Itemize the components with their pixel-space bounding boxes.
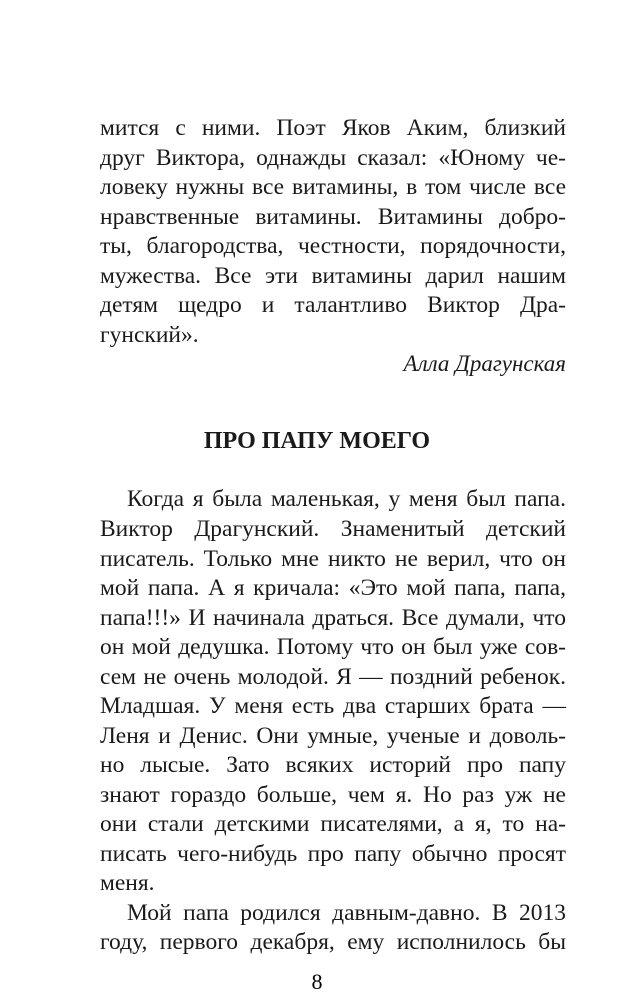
chapter-line-8: Младшая. У меня есть два старших брата — <box>100 693 566 719</box>
chapter-line-2: Виктор Драгунский. Знаменитый детский <box>100 516 566 542</box>
chapter-line-14: меня. <box>100 870 155 896</box>
intro-line-4: нравственные витамины. Витамины добро- <box>100 204 566 230</box>
chapter-line-3: писатель. Только мне никто не верил, что он <box>100 546 566 572</box>
signature: Алла Драгунская <box>403 351 566 376</box>
intro-line-7: детям щедро и талантливо Виктор Дра- <box>100 292 566 318</box>
intro-line-2: друг Виктора, однажды сказал: «Юному че- <box>100 145 566 171</box>
chapter-title: ПРО ПАПУ МОЕГО <box>203 428 431 454</box>
chapter-line-9: Леня и Денис. Они умные, ученые и доволь- <box>100 723 566 749</box>
chapter-line-5: папа!!!» И начинала драться. Все думали, что <box>100 605 566 631</box>
chapter-line-12: они стали детскими писателями, а я, то на- <box>100 811 566 837</box>
intro-line-6: мужества. Все эти витамины дарил нашим <box>100 263 566 289</box>
chapter-line-7: сем не очень молодой. Я — поздний ребенок. <box>100 664 566 690</box>
intro-line-1: мится с ними. Поэт Яков Аким, близкий <box>100 115 566 141</box>
chapter-line-13: писать чего-нибудь про папу обычно просят <box>100 841 566 867</box>
intro-line-8: гунский». <box>100 322 199 348</box>
chapter-line-10: но лысые. Зато всяких историй про папу <box>100 752 566 778</box>
chapter-line-15: Мой папа родился давным-давно. В 2013 <box>127 900 566 926</box>
intro-line-5: ты, благородства, честности, порядочности, <box>100 233 566 259</box>
chapter-line-6: он мой дедушка. Потому что он был уже сов- <box>100 634 566 660</box>
chapter-line-4: мой папа. А я кричала: «Это мой папа, папа, <box>100 575 566 601</box>
page-number: 8 <box>311 969 323 994</box>
chapter-line-11: знают гораздо больше, чем я. Но раз уж не <box>100 782 566 808</box>
chapter-line-16: году, первого декабря, ему исполнилось бы <box>100 929 566 955</box>
intro-line-3: ловеку нужны все витамины, в том числе все <box>100 174 566 200</box>
chapter-line-1: Когда я была маленькая, у меня был папа. <box>127 486 566 512</box>
